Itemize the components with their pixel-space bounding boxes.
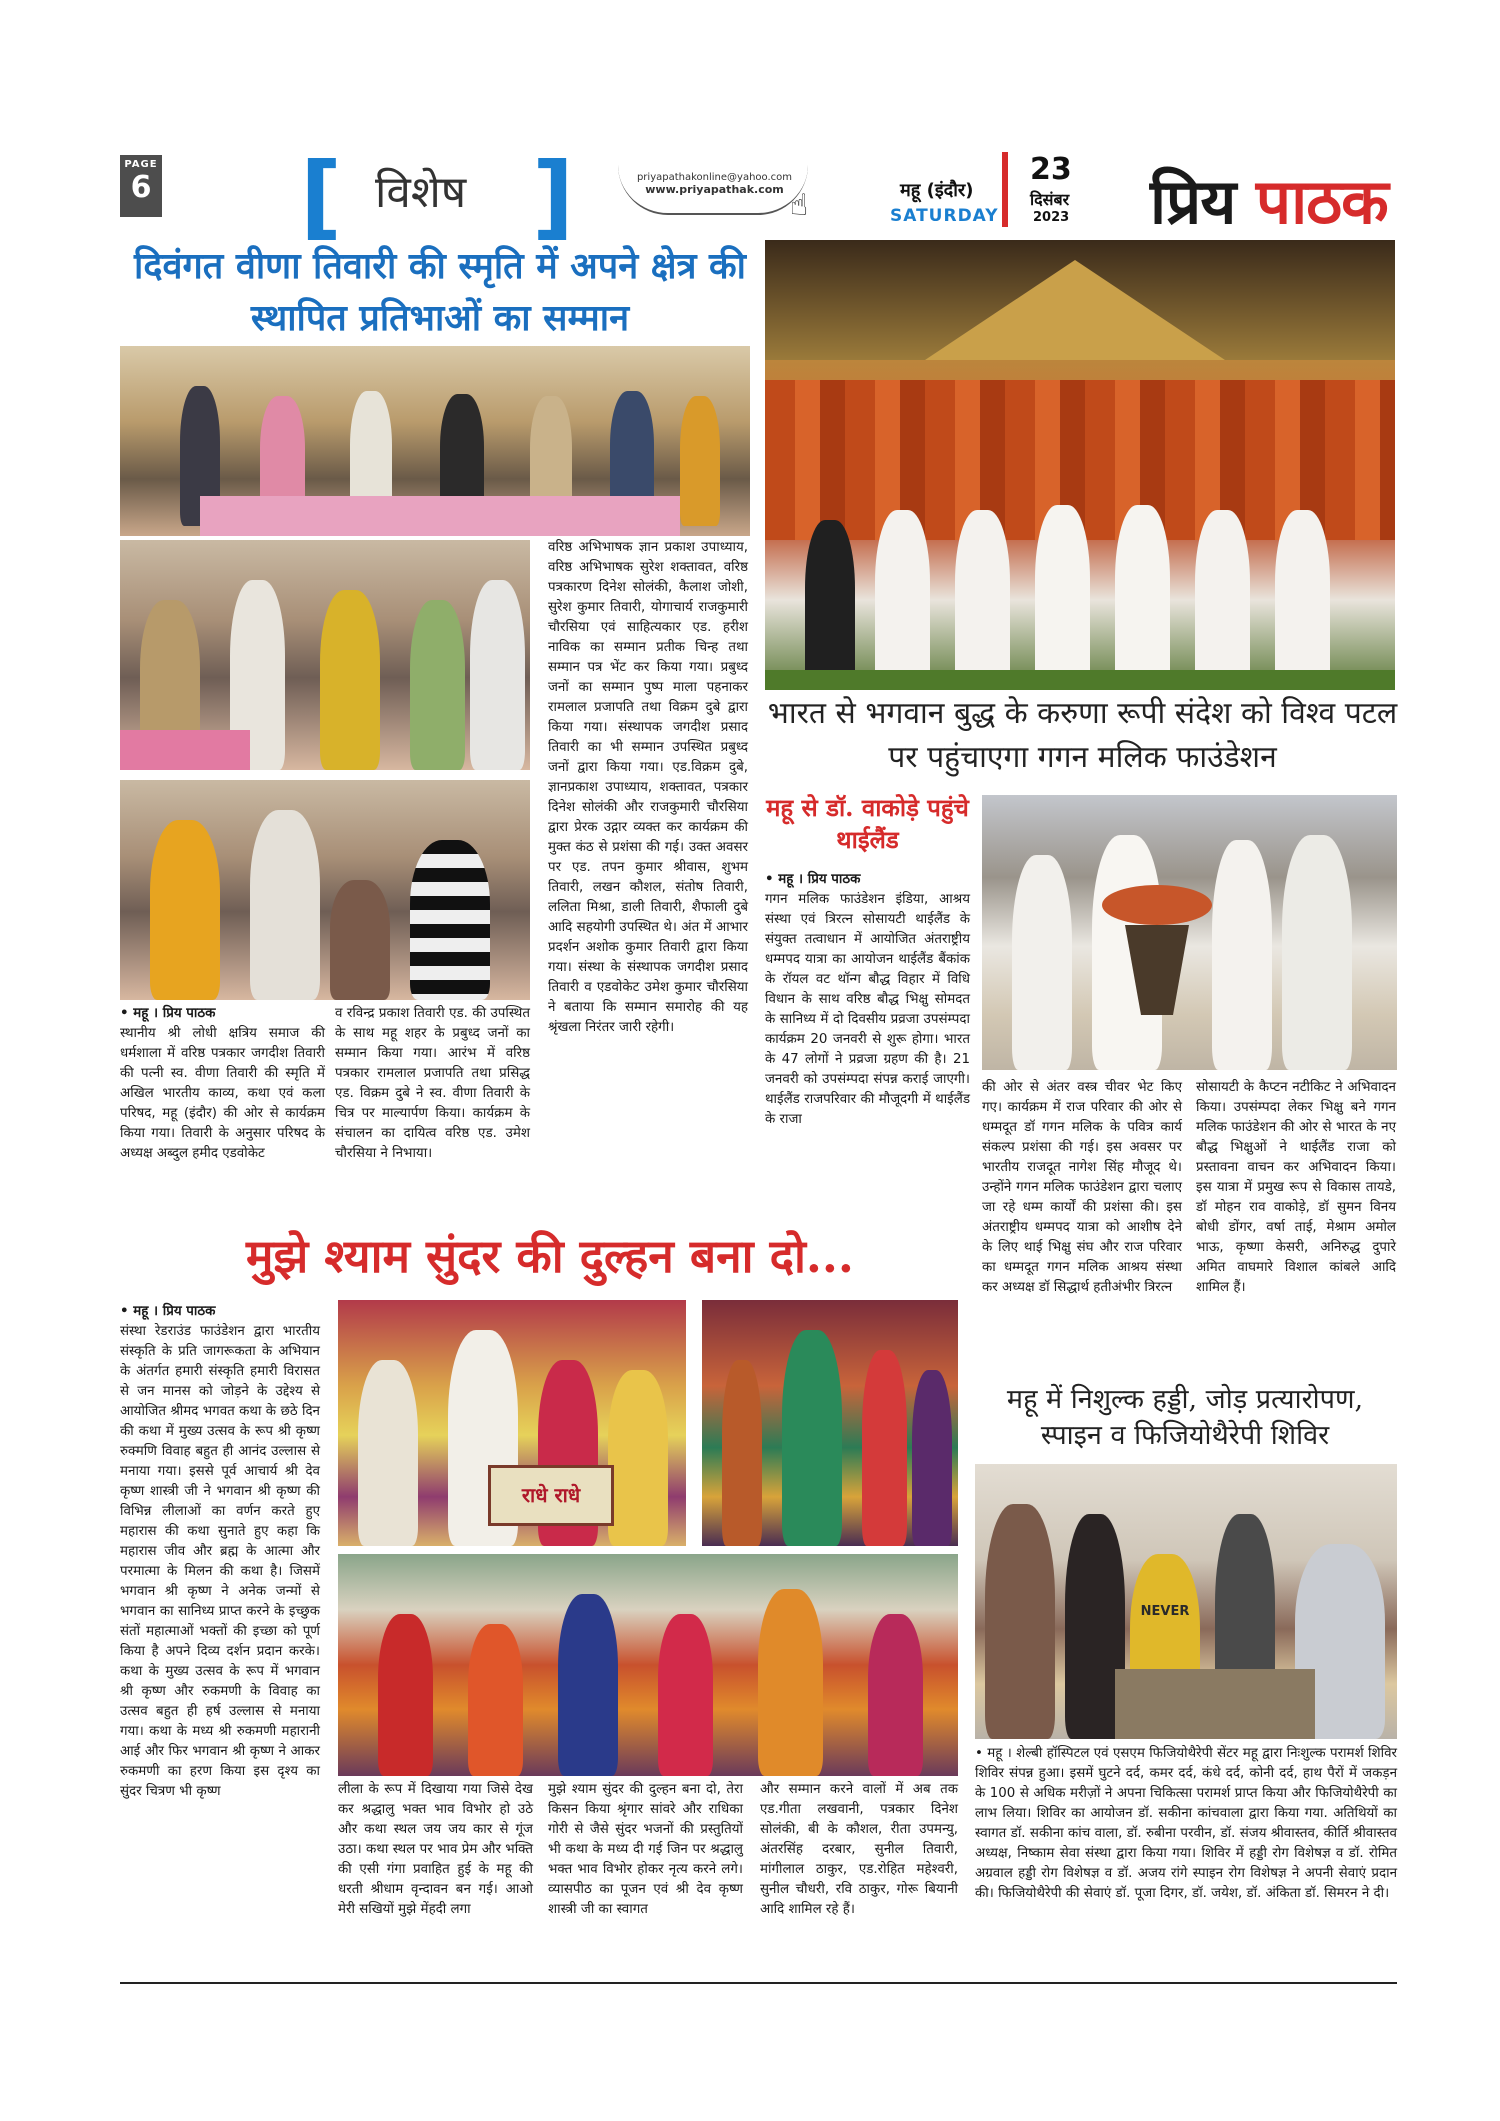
dateline-location: महू (इंदौर)	[900, 180, 974, 201]
dateline-weekday: SATURDAY	[890, 206, 999, 226]
page-number: 6	[130, 170, 152, 205]
masthead-second-word: पाठक	[1255, 165, 1388, 238]
email-text: priyapathakonline@yahoo.com	[636, 172, 793, 183]
story2-column-2: की ओर से अंतर वस्त्र चीवर भेट किए गए। कार्यक्रम में राज परिवार की ओर से धम्मदूत डॉ गगन मलिक के पवित्र कार्य संकल्प प्रशंसा की गई। इस अवसर पर भारतीय राजदूत नागेश सिंह मौजूद थे। उन्होंने गगन मलिक फाउंडेशन द्वारा चलाए जा रहे धम्म कार्यों की प्रशंसा की। इस अंतराष्ट्रीय धम्मपद यात्रा को आशीष देने के लिए थाई भिक्षु संघ और राज परिवार का धम्मदूत गगन मलिक आश्रय संस्था कर अध्यक्ष डॉ सिद्धार्थ हतीअंभीर त्रिरत्न	[982, 1080, 1182, 1295]
page-bottom-rule	[120, 1982, 1397, 1984]
story4-body: • महू । शेल्बी हॉस्पिटल एवं एसएम फिजियोथैरेपी सेंटर महू द्वारा निःशुल्क परामर्श शिविर शिविर संपन्न हुआ। इसमें घुटने दर्द, कमर दर्द, कंधे दर्द, कोनी दर्द, हाथ पैरों में जकड़न के 100 से अधिक मरीज़ों ने अपना चिकित्सा परामर्श प्राप्त किया और फिजियोथैरेपी का लाभ लिया। शिविर का आयोजन डॉ. सकीना कांचवाला द्वारा किया गया. अतिथियों का स्वागत डॉ. सकीना कांच वाला, डॉ. रुबीना परवीन, डॉ. संजय श्रीवास्तव, कीर्ति श्रीवास्तव अध्यक्ष, निष्काम सेवा संस्था द्वारा किया गया। शिविर में हड्डी रोग विशेषज्ञ व डॉ. रोमित अग्रवाल हड्डी रोग विशेषज्ञ व डॉ. अजय रांगे स्पाइन रोग विशेषज्ञ ने अपनी सेवाएं प्रदान की। फिजियोथैरेपी की सेवाएं डॉ. पूजा दिगर, डॉ. जयेश, डॉ. अंकिता डॉ. सिमरन ने दी।	[975, 1746, 1397, 1901]
section-bracket-left: [	[300, 143, 343, 250]
story2-byline: • महू । प्रिय पाठक	[765, 872, 861, 887]
story1-column-2: व रविन्द्र प्रकाश तिवारी एड. की उपस्थित के साथ महू शहर के प्रबुध्द जनों का सम्मान किया गया। आरंभ में वरिष्ठ पत्रकार रामलाल प्रजापति तथा प्रसिद्ध एड. विक्रम दुबे ने स्व. वीणा तिवारी के चित्र पर माल्यार्पण किया। कार्यक्रम के संचालन का दायित्व वरिष्ठ एड. उमेश चौरसिया ने निभाया।	[335, 1006, 530, 1161]
story2-subheadline: महू से डॉ. वाकोड़े पहुंचे थाईलैंड	[766, 793, 969, 854]
page-label: PAGE	[124, 159, 158, 170]
story1-byline: • महू । प्रिय पाठक	[120, 1006, 216, 1021]
section-bracket-right: ]	[532, 143, 575, 250]
story3-byline: • महू । प्रिय पाठक	[120, 1304, 216, 1319]
tshirt-print: NEVER	[1140, 1604, 1190, 1619]
story4-headline: महू में निशुल्क हड्डी, जोड़ प्रत्यारोपण, स्पाइन व फिजियोथैरेपी शिविर	[1006, 1384, 1364, 1451]
story1-photo-felicitation	[120, 540, 530, 770]
story1-column-3: वरिष्ठ अभिभाषक ज्ञान प्रकाश उपाध्याय, वरिष्ठ अभिभाषक सुरेश शक्तावत, वरिष्ठ पत्रकारण दिनेश सोलंकी, कैलाश जोशी, सुरेश कुमार तिवारी, योगाचार्य राजकुमारी चौरसिया एवं साहित्यकार एड. हरीश नाविक का सम्मान प्रतीक चिन्ह तथा सम्मान पत्र भेंट कर किया गया। प्रबुध्द जनों का सम्मान पुष्प माला पहनाकर रामलाल प्रजापति तथा विक्रम दुबे द्वारा किया गया। संस्थापक जगदीश प्रसाद तिवारी का भी सम्मान उपस्थित प्रबुध्द जनों द्वारा किया गया। एड.विक्रम दुबे, ज्ञानप्रकाश उपाध्याय, शक्तावत, पत्रकार दिनेश सोलंकी और राजकुमारी चौरसिया द्वारा प्रेरक उद्गार व्यक्त कर कार्यक्रम की मुक्त कंठ से प्रशंसा की गई। उक्त अवसर पर एड. तपन कुमार श्रीवास, शुभम तिवारी, लखन कौशल, संतोष तिवारी, ललिता मिश्रा, डाली तिवारी, शैफाली दुबे आदि सहयोगी उपस्थित थे। अंत में आभार प्रदर्शन अशोक कुमार तिवारी द्वारा किया गया। संस्था के संस्थापक जगदीश प्रसाद तिवारी व एडवोकेट उमेश कुमार चौरसिया ने बताया कि सम्मान समारोह की यह श्रृंखला निरंतर जारी रहेगी।	[548, 540, 748, 1035]
story1-column-1	[120, 1004, 325, 1164]
date-year: 2023	[1033, 210, 1070, 225]
website-text: www.priyapathak.com	[645, 183, 784, 196]
story3-photo-dance	[338, 1554, 958, 1776]
story2-photo-monks	[765, 240, 1395, 690]
story3-column-2: लीला के रूप में दिखाया गया जिसे देख कर श्रद्धालु भक्त भाव विभोर हो उठे और कथा स्थल जय जय कार से गूंज उठा। कथा स्थल पर भाव प्रेम और भक्ति की एसी गंगा प्रवाहित हुई के महू की धरती श्रीधाम वृन्दावन बन गई। आओ मेरी सखियों मुझे मेंहदी लगा	[338, 1782, 533, 1917]
page-number-tag	[120, 155, 162, 217]
story2-headline: भारत से भगवान बुद्ध के करुणा रूपी संदेश को विश्व पटल पर पहुंचाएगा गगन मलिक फाउंडेशन	[767, 696, 1398, 775]
story2-column-1	[765, 870, 970, 1130]
section-title: विशेष	[375, 167, 467, 218]
story3-text-1: संस्था रेडराउंड फाउंडेशन द्वारा भारतीय संस्कृति के प्रति जागरूकता के अभियान के अंतर्गत हमारी संस्कृति हमारी विरासत से जन मानस को जोड़ने के उद्देश्य से आयोजित श्रीमद भगवत कथा के छठे दिन की कथा में मुख्य उत्सव के रूप श्री कृष्ण रुक्मणि विवाह बहुत ही आनंद उल्लास से मनाया गया। इससे पूर्व आचार्य श्री देव कृष्ण शास्त्री जी ने भगवान श्री कृष्ण की विभिन्न लीलाओं का वर्णन करते हुए महारास की कथा सुनाते हुए कहा कि महारास जीव और ब्रह्म के आत्मा और परमात्मा के मिलन की कथा है। जिसमें भगवान श्री कृष्ण ने अनेक जन्मों से भगवान का सानिध्य प्राप्त करने के इच्छुक संतों महात्माओं भक्तों की इच्छा को पूर्ण किया है अपने दिव्य दर्शन प्रदान करके। कथा के मुख्य उत्सव के रूप में भगवान श्री कृष्ण और रुकमणी के विवाह का उत्सव बहुत ही हर्ष उल्लास से मनाया गया। कथा के मध्य श्री रुकमणी महारानी आई और फिर भगवान श्री कृष्ण ने आकर रुकमणी का हरण किया इस दृश्य का सुंदर चित्रण भी कृष्ण	[120, 1324, 320, 1799]
story2-column-3: सोसायटी के कैप्टन नटीकिट ने अभिवादन किया। उपसंम्पदा लेकर भिक्षु बने गगन मलिक फाउंडेशन की ओर से भारत के नए बौद्ध भिक्षुओं ने थाईलैंड राजा को प्रस्तावना वाचन कर अभिवादन किया। इस यात्रा में प्रमुख रूप से विकास तायडे, डॉ मोहन राव वाकोड़े, डॉ सुमन विनय बोधी डोंगर, वर्षा ताई, मेश्राम अमोल भाऊ, कृष्णा केसरी, अनिरुद्ध दुपारे अमित वाघमारे विशाल कांबले आदि शामिल हैं।	[1196, 1080, 1396, 1295]
contact-block	[622, 172, 807, 196]
story1-headline: दिवंगत वीणा तिवारी की स्मृति में अपने क्षेत्र की स्थापित प्रतिभाओं का सम्मान	[134, 245, 746, 339]
masthead-first-word: प्रिय	[1150, 165, 1236, 238]
story1-text-1: स्थानीय श्री लोधी क्षत्रिय समाज की धर्मशाला में वरिष्ठ पत्रकार जगदीश तिवारी की पत्नी स्व. वीणा तिवारी की स्मृति में अखिल भारतीय काव्य, कथा एवं कला परिषद, महू (इंदौर) की ओर से कार्यक्रम किया गया। तिवारी के अनुसार परिषद के अध्यक्ष अब्दुल हमीद एडवोकेट	[120, 1026, 325, 1161]
pointing-hand-icon: ☝	[790, 188, 809, 223]
date-day: 23	[1030, 152, 1072, 187]
story3-column-3: मुझे श्याम सुंदर की दुल्हन बना दो, तेरा किसन किया श्रृंगार सांवरे और राधिका गोरी से जैसे सुंदर भजनों की प्रस्तुतियों भी कथा के मध्य दी गई जिन पर श्रद्धालु भक्त भाव विभोर होकर नृत्य करने लगे। व्यासपीठ का पूजन एवं श्री देव कृष्ण शास्त्री जी का स्वागत	[548, 1782, 743, 1917]
masthead-logo	[1150, 158, 1388, 242]
date-month: दिसंबर	[1030, 190, 1070, 209]
story3-column-4: और सम्मान करने वालों में अब तक एड.गीता लखवानी, पत्रकार दिनेश सोलंकी, बी के कौशल, रीता उपमन्यु, अंतरसिंह दरबार, सुनील तिवारी, मांगीलाल ठाकुर, एड.रोहित महेश्वरी, सुनील चौधरी, रवि ठाकुर, गोरू बियानी आदि शामिल रहे हैं।	[760, 1782, 958, 1917]
story1-photo-stage	[120, 346, 750, 536]
story2-photo-ceremony	[982, 795, 1397, 1070]
story4-photo-camp	[975, 1464, 1397, 1739]
story3-headline: मुझे श्याम सुंदर की दुल्हन बना दो...	[246, 1229, 854, 1283]
story3-photo-katha	[338, 1300, 686, 1546]
radhe-board: राधे राधे	[488, 1465, 614, 1526]
story3-photo-krishna	[702, 1300, 958, 1546]
story3-column-1	[120, 1302, 320, 1802]
date-divider	[1002, 152, 1008, 227]
story2-text-1: गगन मलिक फाउंडेशन इंडिया, आश्रय संस्था एवं त्रिरत्न सोसायटी थाईलैंड के संयुक्त तत्वाधान में आयोजित अंतराष्ट्रीय धम्मपद यात्रा का आयोजन थाईलैंड बैंकांक के रॉयल वट थॉन्ग बौद्ध विहार में विधि विधान के साथ वरिष्ठ बौद्ध भिक्षु सोमदत के सानिध्य में दो दिवसीय प्रव्रजा उपसंम्पदा कार्यक्रम 20 जनवरी से शुरू होगा। भारत के 47 लोगों ने प्रव्रजा ग्रहण की है। 21 जनवरी को उपसंम्पदा संपन्न कराई जाएगी। थाईलैंड राजपरिवार की मौजूदगी में थाईलैंड के राजा	[765, 892, 970, 1127]
story1-photo-garland	[120, 780, 530, 1000]
